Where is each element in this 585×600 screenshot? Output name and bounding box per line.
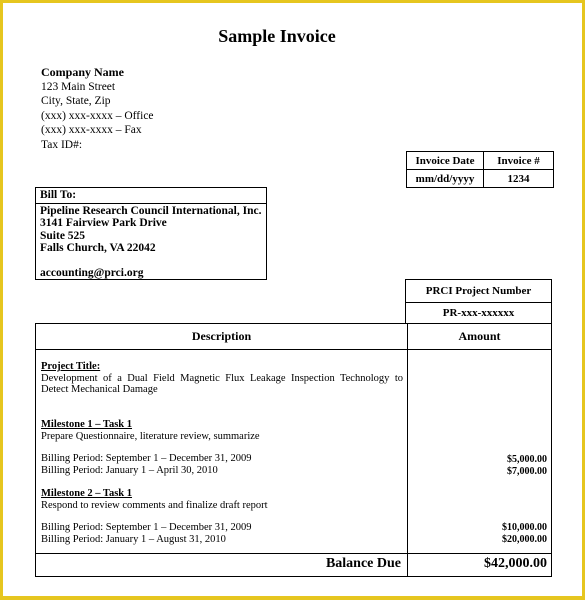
milestone-1-periods bbox=[41, 453, 403, 476]
invoice-date-label: Invoice Date bbox=[407, 152, 484, 170]
project-title-label: Project Title: bbox=[41, 361, 101, 372]
balance-due-label: Balance Due bbox=[325, 556, 401, 571]
invoice-meta-table bbox=[406, 151, 554, 188]
milestone-1-period-1: Billing Period: September 1 – December 31, 2009 bbox=[41, 453, 252, 464]
milestone-1-block bbox=[41, 419, 403, 442]
milestone-2-block bbox=[41, 488, 403, 511]
invoice-page bbox=[3, 3, 582, 596]
bill-to-line1: Pipeline Research Council International, Inc. bbox=[40, 204, 262, 217]
project-number-label: PRCI Project Number bbox=[406, 280, 551, 303]
bill-to-email: accounting@prci.org bbox=[40, 266, 144, 279]
description-header: Description bbox=[191, 329, 252, 343]
company-tax-id: Tax ID#: bbox=[41, 138, 83, 151]
bill-to-label: Bill To: bbox=[36, 188, 266, 204]
invoice-number-label: Invoice # bbox=[484, 152, 554, 170]
milestone-1-period-2: Billing Period: January 1 – April 30, 2010 bbox=[41, 464, 218, 476]
project-title-block bbox=[41, 361, 403, 396]
milestone-2-amount-2: $20,000.00 bbox=[502, 533, 547, 545]
milestone-2-period-1: Billing Period: September 1 – December 31, 2009 bbox=[41, 522, 252, 533]
company-office-phone: (xxx) xxx-xxxx – Office bbox=[41, 109, 154, 122]
milestone-2-amounts bbox=[502, 522, 547, 545]
milestone-2-period-2: Billing Period: January 1 – August 31, 2010 bbox=[41, 533, 226, 545]
milestone-1-amounts bbox=[507, 454, 547, 477]
company-name: Company Name bbox=[41, 65, 124, 79]
milestone-1-label: Milestone 1 – Task 1 bbox=[41, 419, 133, 430]
milestone-1-amount-2: $7,000.00 bbox=[507, 465, 547, 477]
milestone-2-desc: Respond to review comments and finalize draft report bbox=[41, 499, 268, 511]
company-street: 123 Main Street bbox=[41, 80, 116, 93]
bill-to-box bbox=[35, 187, 267, 280]
bill-to-line3: Suite 525 bbox=[40, 229, 86, 242]
company-fax: (xxx) xxx-xxxx – Fax bbox=[41, 124, 142, 137]
amount-header: Amount bbox=[458, 329, 501, 343]
milestone-2-amount-1: $10,000.00 bbox=[502, 522, 547, 533]
bill-to-line2: 3141 Fairview Park Drive bbox=[40, 217, 167, 230]
company-city: City, State, Zip bbox=[41, 95, 111, 108]
milestone-2-label: Milestone 2 – Task 1 bbox=[41, 488, 133, 499]
project-number-value: PR-xxx-xxxxxx bbox=[442, 307, 515, 319]
milestone-2-periods bbox=[41, 522, 403, 545]
milestone-1-desc: Prepare Questionnaire, literature review, summarize bbox=[41, 430, 260, 442]
company-info bbox=[41, 65, 154, 153]
invoice-date-value: mm/dd/yyyy bbox=[407, 170, 484, 188]
invoice-title: Sample Invoice bbox=[218, 26, 336, 46]
invoice-number-value: 1234 bbox=[484, 170, 554, 188]
project-title-text: Development of a Dual Field Magnetic Flux Leakage Inspection Technology to Detect Mechanical Damage bbox=[41, 372, 403, 395]
bill-to-line4: Falls Church, VA 22042 bbox=[40, 242, 156, 255]
line-items-table bbox=[35, 323, 552, 577]
project-number-box bbox=[405, 279, 552, 324]
milestone-1-amount-1: $5,000.00 bbox=[507, 454, 547, 465]
balance-due-value: $42,000.00 bbox=[484, 556, 547, 571]
